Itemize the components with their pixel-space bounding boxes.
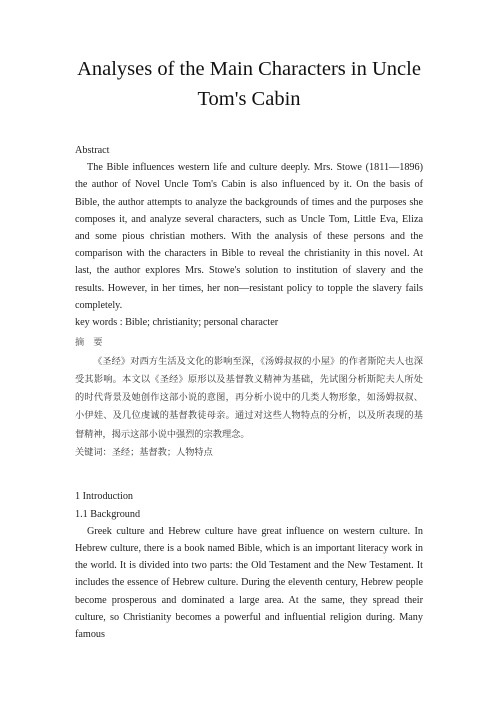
title-line-1: Analyses of the Main Characters in Uncle: [77, 58, 421, 80]
abstract-label: Abstract: [75, 145, 110, 156]
keywords-en: key words : Bible; christianity; personal character: [75, 317, 279, 329]
abstract-cn-label: 摘 要: [75, 337, 103, 349]
document-page: [75, 0, 423, 643]
title-line-2: Tom's Cabin: [197, 88, 301, 110]
keywords-cn: 关键词：圣经；基督教；人物特点: [75, 447, 213, 459]
abstract-cn-text: 《圣经》对西方生活及文化的影响至深，《汤姆叔叔的小屋》的作者斯陀夫人也深受其影响。本文以《圣经》原形以及基督教义精神为基础，先试图分析斯陀夫人所处的时代背景及她创作这部小说的意图，再分析小说中的几类人物形象，如汤姆叔叔、小伊娃、及几位虔诚的基督教徒母亲。通过对这些人物特点的分析，以及所表现的基督精神，揭示这部小说中强烈的宗教理念。: [75, 355, 423, 440]
subsection-heading: 1.1 Background: [75, 508, 141, 520]
paper-title: [75, 54, 423, 114]
background-text: Greek culture and Hebrew culture have great influence on western culture. In Hebrew culture, there is a book named Bible, which is an important literacy work in the world. It is divided into two parts: the Old Testament and the New Testament. It includes the essence of Hebrew culture. During the eleventh century, Hebrew people become prosperous and dominated a large area. At the same, they spread their culture, so Christianity becomes a powerful and influential religion during. Many famous: [75, 525, 423, 640]
abstract-text: The Bible influences western life and culture deeply. Mrs. Stowe (1811—1896) the author of Novel Uncle Tom's Cabin is also influenced by it. On the basis of Bible, the author attempts to analyze the backgrounds of times and the purposes she composes it, and analyze several characters, such as Uncle Tom, Little Eva, Eliza and some pious christian mothers. With the analysis of these persons and the comparison with the characters in Bible to reveal the christianity in this novel. At last, the author explores Mrs. Stowe's solution to institution of slavery and the results. However, in her times, her non—resistant policy to topple the slavery fails completely.: [75, 162, 423, 311]
section-heading: 1 Introduction: [75, 491, 134, 503]
